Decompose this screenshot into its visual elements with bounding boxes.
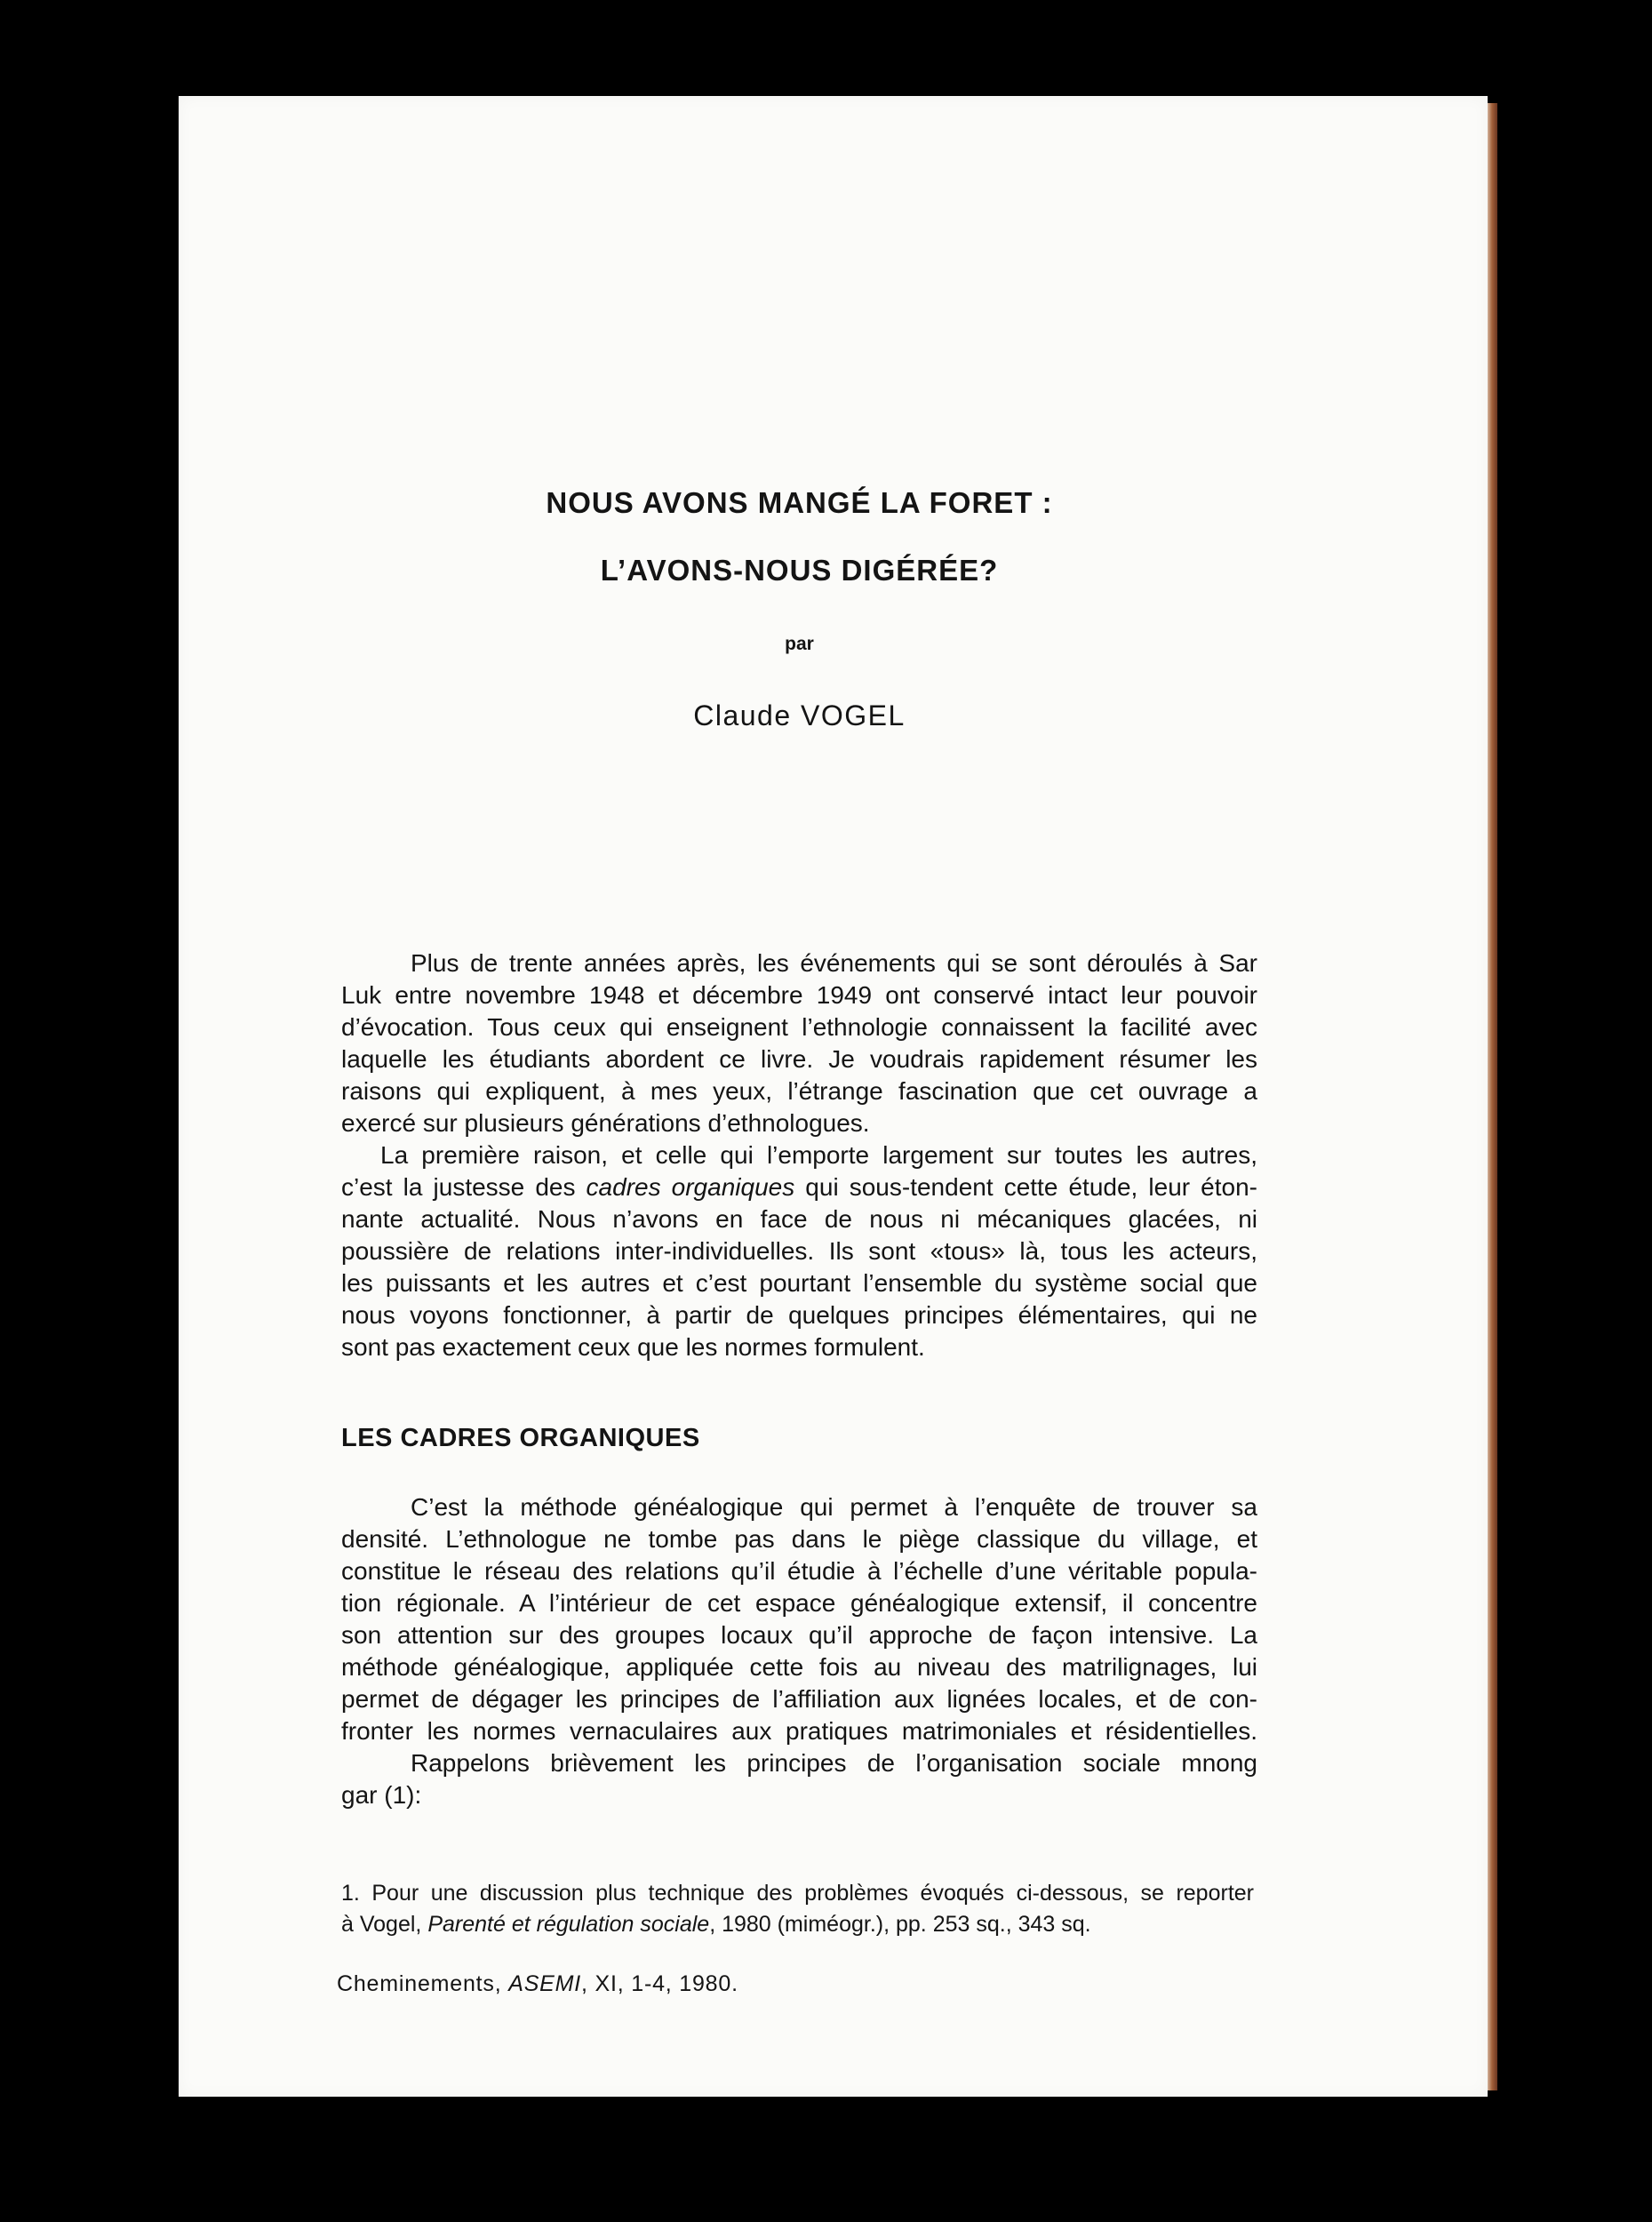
text-line: sont pas exactement ceux que les normes formulent. (341, 1333, 925, 1361)
text-line: gar (1): (341, 1781, 422, 1809)
text-line: méthode généalogique, appliquée cette fois au niveau des matrilignages, lui (341, 1653, 1257, 1681)
text-line: La première raison, et celle qui l’emporte largement sur toutes les autres, (380, 1141, 1257, 1169)
paragraph-section-1 (341, 1491, 1257, 1747)
italic-phrase: ASEMI (508, 1971, 582, 1996)
text-line: constitue le réseau des relations qu’il étudie à l’échelle d’une véritable popula- (341, 1557, 1257, 1585)
footnote-line (341, 1909, 1254, 1940)
text-line: poussière de relations inter-individuelles. Ils sont «tous» là, tous les acteurs, (341, 1237, 1257, 1265)
text-line (341, 1171, 1257, 1203)
section-heading: LES CADRES ORGANIQUES (341, 1424, 700, 1452)
footnote-line: 1. Pour une discussion plus technique des problèmes évoqués ci-dessous, se reporter (341, 1881, 1254, 1906)
text-segment: , XI, 1-4, 1980. (581, 1971, 738, 1996)
text-line: Plus de trente années après, les événements qui se sont déroulés à Sar (411, 949, 1257, 977)
text-line: exercé sur plusieurs générations d’ethnologues. (341, 1109, 870, 1137)
text-line: tion régionale. A l’intérieur de cet espace généalogique extensif, il concentre (341, 1589, 1257, 1617)
paragraph-intro-2 (341, 1139, 1257, 1363)
text-line: Rappelons brièvement les principes de l’organisation sociale mnong (411, 1749, 1257, 1777)
text-line: son attention sur des groupes locaux qu’il approche de façon intensive. La (341, 1621, 1257, 1649)
text-line: C’est la méthode généalogique qui permet à l’enquête de trouver sa (411, 1493, 1257, 1521)
text-line: permet de dégager les principes de l’affiliation aux lignées locales, et de con- (341, 1685, 1257, 1713)
section-text (341, 1491, 1257, 1811)
text-line: les puissants et les autres et c’est pourtant l’ensemble du système social que (341, 1269, 1257, 1297)
text-line: fronter les normes vernaculaires aux pratiques matrimoniales et résidentielles. (341, 1717, 1257, 1745)
text-line: nous voyons fonctionner, à partir de quelques principes élémentaires, qui ne (341, 1301, 1257, 1329)
text-segment: Cheminements, (337, 1971, 509, 1996)
title-line-1: NOUS AVONS MANGÉ LA FORET : (546, 486, 1053, 519)
text-segment: à Vogel, (341, 1912, 428, 1937)
text-line: Luk entre novembre 1948 et décembre 1949 ont conservé intact leur pouvoir (341, 981, 1257, 1009)
text-line: laquelle les étudiants abordent ce livre. Je voudrais rapidement résumer les (341, 1045, 1257, 1073)
paragraph-section-2 (341, 1747, 1257, 1811)
text-line: nante actualité. Nous n’avons en face de nous ni mécaniques glacées, ni (341, 1205, 1257, 1233)
text-line: raisons qui expliquent, à mes yeux, l’étrange fascination que cet ouvrage a (341, 1077, 1257, 1105)
book-page-edge (1488, 103, 1497, 2090)
text-segment: c’est la justesse des (341, 1173, 587, 1201)
footnote (341, 1878, 1254, 1940)
intro-text (341, 947, 1257, 1363)
italic-phrase: cadres organiques (586, 1173, 795, 1201)
text-line: densité. L’ethnologue ne tombe pas dans le piège classique du village, et (341, 1525, 1257, 1553)
author-name: Claude VOGEL (693, 699, 906, 731)
title-line-2: L’AVONS-NOUS DIGÉRÉE? (600, 554, 999, 587)
text-line: d’évocation. Tous ceux qui enseignent l’ethnologie connaissent la facilité avec (341, 1013, 1257, 1041)
paragraph-intro-1 (341, 947, 1257, 1139)
text-segment: , 1980 (miméogr.), pp. 253 sq., 343 sq. (709, 1912, 1091, 1937)
byline-par: par (785, 634, 814, 654)
italic-phrase: Parenté et régulation sociale (427, 1912, 710, 1937)
text-segment: qui sous-tendent cette étude, leur éton- (794, 1173, 1257, 1201)
journal-citation (337, 1968, 738, 2000)
